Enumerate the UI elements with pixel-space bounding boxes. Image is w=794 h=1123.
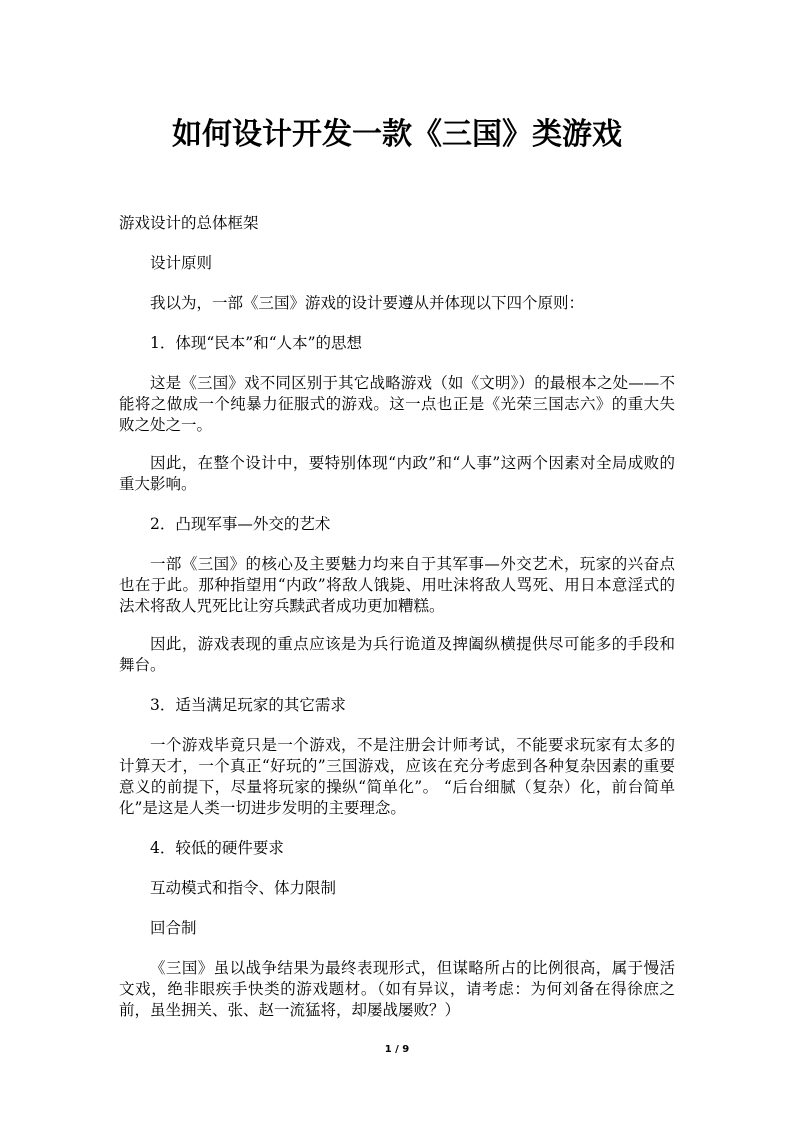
principle-heading-2: 2．凸现军事—外交的艺术 (150, 515, 331, 533)
paragraph: 这是《三国》戏不同区别于其它战略游戏（如《文明》）的最根本之处——不能将之做成一个纯暴力征服式的游戏。这一点也正是《光荣三国志六》的重大失败之处之一。 (119, 374, 675, 434)
subheading-design-principles: 设计原则 (150, 254, 213, 272)
paragraph: 《三国》虽以战争结果为最终表现形式，但谋略所占的比例很高，属于慢活文戏，绝非眼疾手快类的游戏题材。（如有异议，请考虑：为何刘备在得徐庶之前，虽坐拥关、张、赵一流猛将，却屡战屡败？） (119, 959, 675, 1019)
section-heading: 游戏设计的总体框架 (119, 214, 259, 232)
paragraph: 一个游戏毕竟只是一个游戏，不是注册会计师考试，不能要求玩家有太多的计算天才，一个真正“好玩的”三国游戏，应该在充分考虑到各种复杂因素的重要意义的前提下，尽量将玩家的操纵“简单化”。 “后台细腻（复杂）化，前台简单化”是这是人类一切进步发明的主要理念。 (119, 736, 675, 817)
paragraph: 因此，在整个设计中，要特别体现“内政”和“人事”这两个因素对全局成败的重大影响。 (119, 454, 675, 493)
principle-heading-3: 3．适当满足玩家的其它需求 (150, 696, 346, 714)
document-body (119, 213, 675, 1021)
document-title: 如何设计开发一款《三国》类游戏 (172, 117, 622, 152)
principle-heading-1: 1．体现“民本”和“人本”的思想 (150, 334, 363, 352)
page-indicator: 1 / 9 (384, 1044, 410, 1055)
subheading-turn-based: 回合制 (150, 919, 197, 937)
subheading-interaction-mode: 互动模式和指令、体力限制 (150, 879, 337, 897)
principle-heading-4: 4．较低的硬件要求 (150, 839, 284, 857)
paragraph: 一部《三国》的核心及主要魅力均来自于其军事—外交艺术，玩家的兴奋点也在于此。那种指望用“内政”将敌人饿毙、用吐沫将敌人骂死、用日本意淫式的法术将敌人咒死比让穷兵黩武者成功更加糟糕。 (119, 555, 675, 615)
paragraph: 因此，游戏表现的重点应该是为兵行诡道及捭阖纵横提供尽可能多的手段和舞台。 (119, 635, 675, 674)
paragraph: 我以为，一部《三国》游戏的设计要遵从并体现以下四个原则： (150, 294, 585, 312)
